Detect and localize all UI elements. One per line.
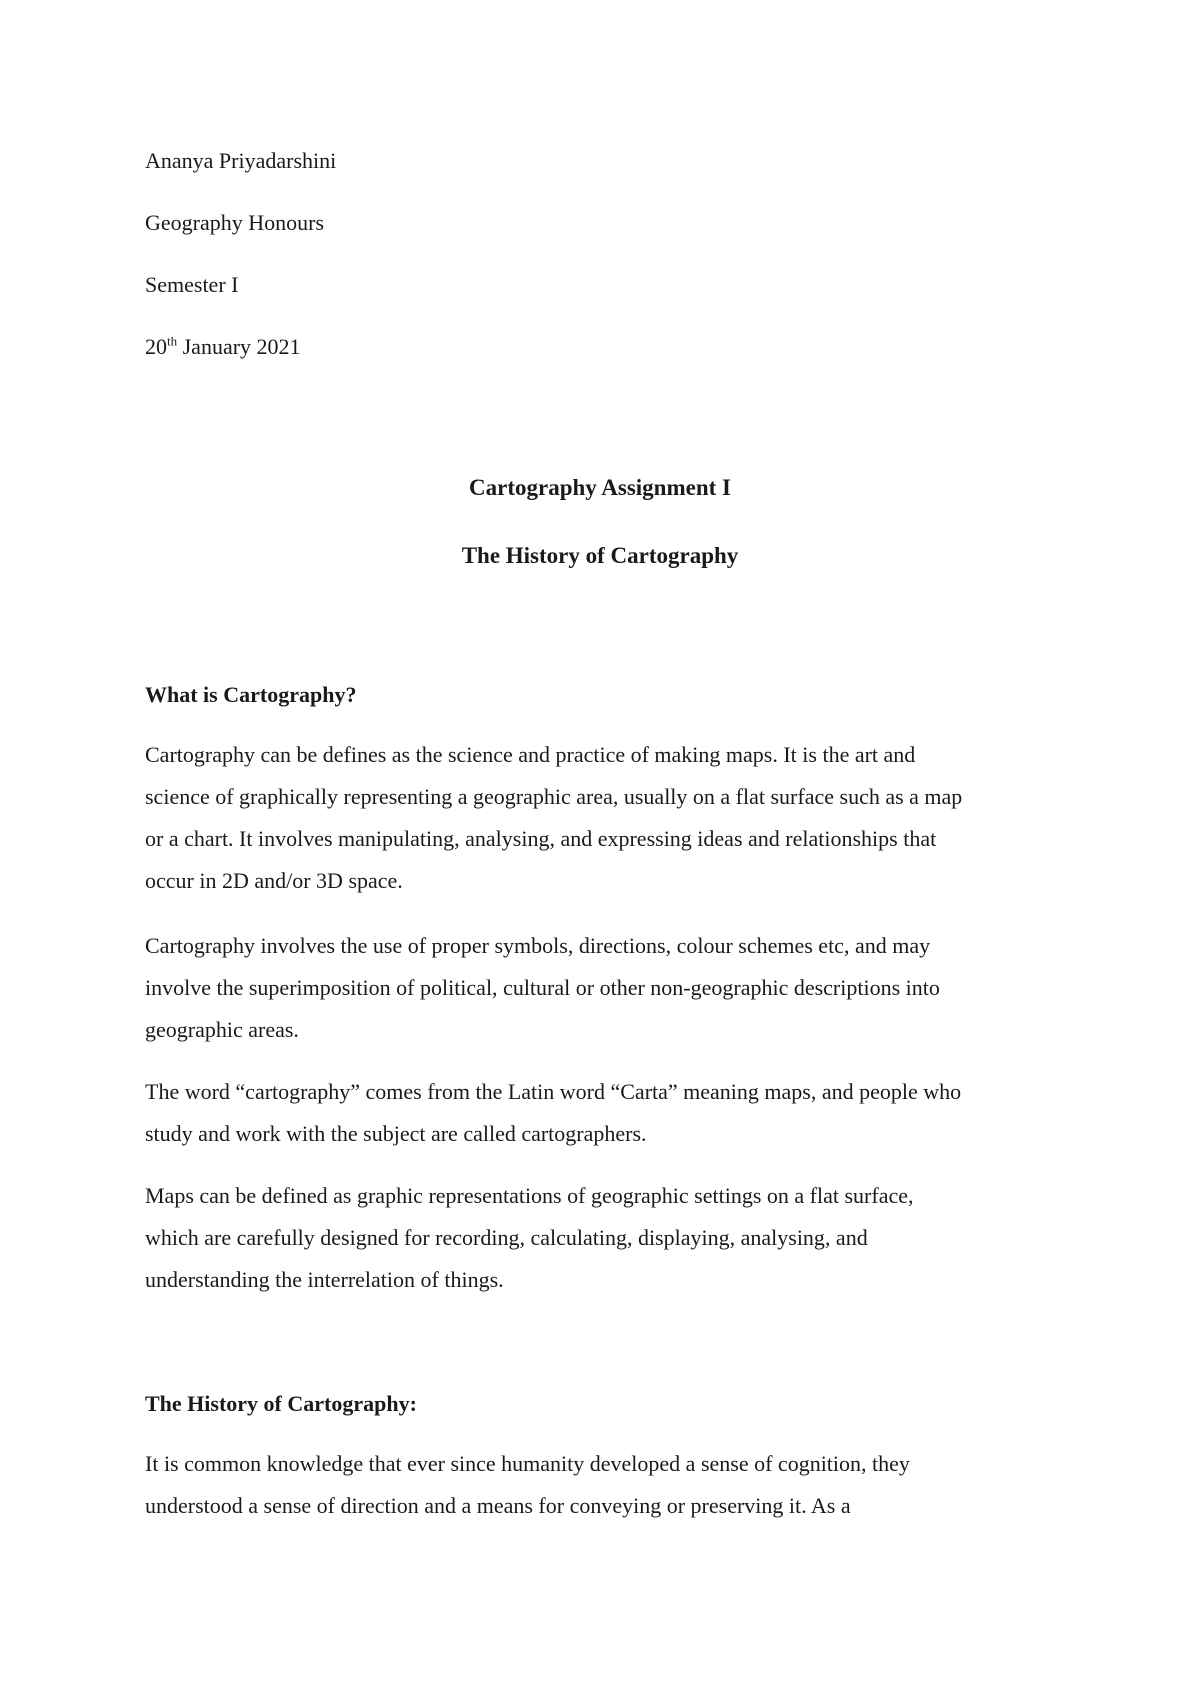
paragraph-history-intro [145, 1443, 1075, 1527]
submission-date [145, 334, 301, 360]
paragraph-line: or a chart. It involves manipulating, analysing, and expressing ideas and relationships that [145, 826, 937, 851]
paragraph-etymology [145, 1071, 1075, 1155]
paragraph-line: understanding the interrelation of things. [145, 1267, 504, 1292]
paragraph-line: understood a sense of direction and a means for conveying or preserving it. As a [145, 1493, 851, 1518]
semester: Semester I [145, 272, 239, 297]
paragraph-line: Cartography can be defines as the science and practice of making maps. It is the art and [145, 742, 916, 767]
date-ordinal-suffix: th [167, 333, 178, 349]
paragraph-line: The word “cartography” comes from the Latin word “Carta” meaning maps, and people who [145, 1079, 962, 1104]
paragraph-line: geographic areas. [145, 1017, 299, 1042]
paragraph-line: which are carefully designed for recording, calculating, displaying, analysing, and [145, 1225, 868, 1250]
paragraph-line: study and work with the subject are called cartographers. [145, 1121, 647, 1146]
course-name: Geography Honours [145, 210, 325, 235]
section-heading-history: The History of Cartography: [145, 1391, 417, 1416]
date-month-year: January 2021 [177, 334, 301, 359]
topic-title: The History of Cartography [461, 543, 739, 568]
date-day: 20 [145, 334, 167, 359]
author-name: Ananya Priyadarshini [145, 148, 337, 173]
paragraph-maps-definition [145, 1175, 1075, 1301]
paragraph-symbols [145, 925, 1075, 1051]
section-heading-what-is-cartography: What is Cartography? [145, 682, 357, 707]
paragraph-line: occur in 2D and/or 3D space. [145, 868, 403, 893]
paragraph-line: Maps can be defined as graphic representations of geographic settings on a flat surface, [145, 1183, 914, 1208]
paragraph-line: It is common knowledge that ever since humanity developed a sense of cognition, they [145, 1451, 910, 1476]
paragraph-line: Cartography involves the use of proper symbols, directions, colour schemes etc, and may [145, 933, 931, 958]
paragraph-line: involve the superimposition of political, cultural or other non-geographic descriptions into [145, 975, 940, 1000]
paragraph-definition [145, 734, 1075, 902]
paragraph-line: science of graphically representing a geographic area, usually on a flat surface such as a map [145, 784, 963, 809]
assignment-title: Cartography Assignment I [469, 475, 731, 500]
